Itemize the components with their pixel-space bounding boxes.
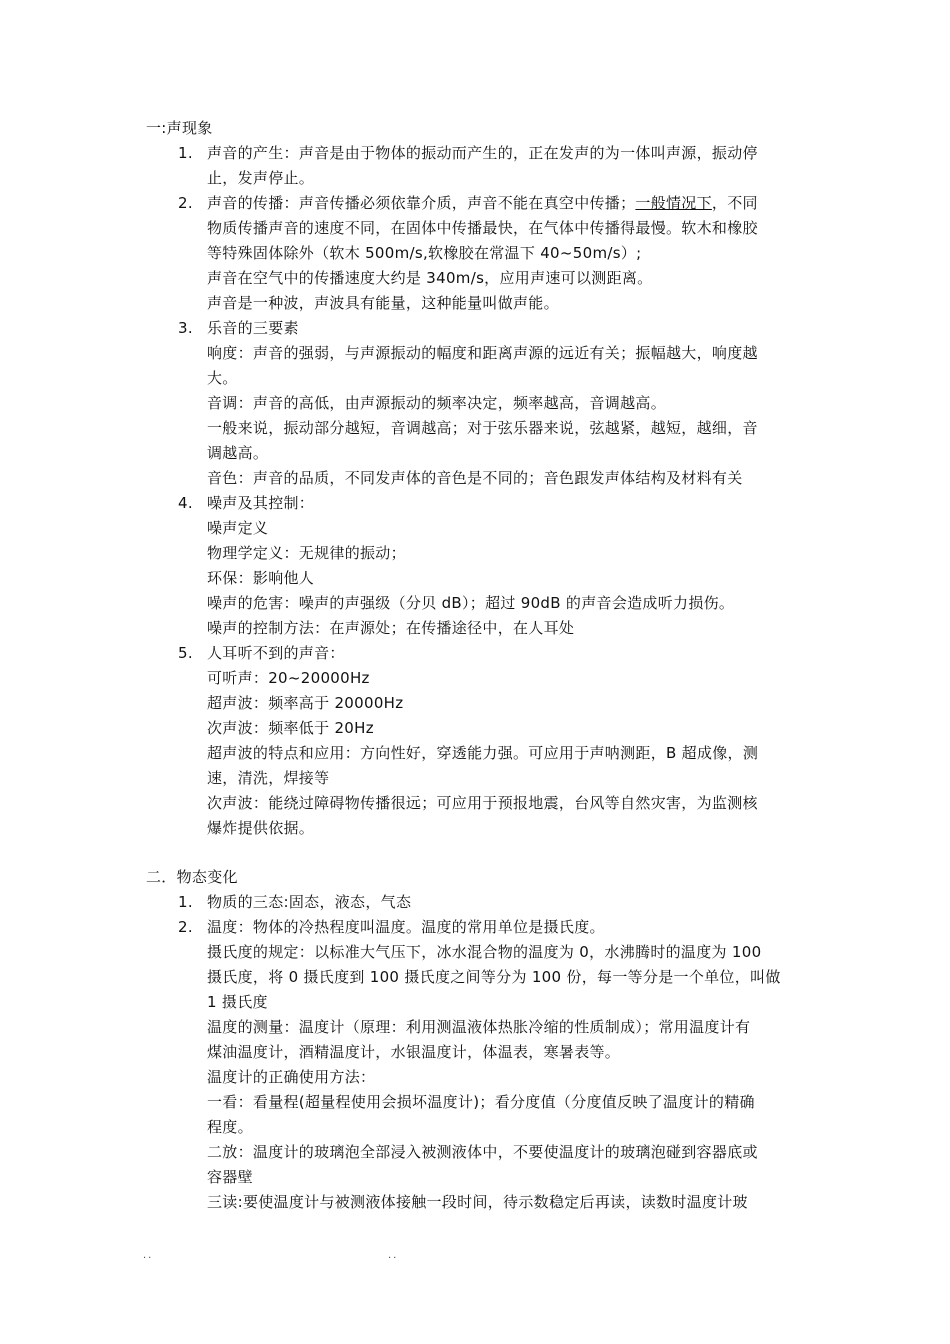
paragraph-line: 物理学定义：无规律的振动；: [207, 544, 406, 562]
section-title-sound: 一:声现象: [146, 119, 213, 137]
paragraph-line: [207, 191, 758, 216]
paragraph-line: 程度。: [207, 1118, 253, 1136]
paragraph-line: 大。: [207, 369, 238, 387]
paragraph-line: 噪声的危害：噪声的声强级（分贝 dB）；超过 90dB 的声音会造成听力损伤。: [207, 594, 735, 612]
paragraph-line: 速，清洗，焊接等: [207, 769, 330, 787]
paragraph-line: 煤油温度计，酒精温度计，水银温度计，体温表，寒暑表等。: [207, 1043, 621, 1061]
paragraph-line: 爆炸提供依据。: [207, 819, 315, 837]
subheading: 人耳听不到的声音：: [207, 644, 345, 662]
paragraph-line: 止，发声停止。: [207, 169, 315, 187]
paragraph-line: 声音在空气中的传播速度大约是 340m/s，应用声速可以测距离。: [207, 269, 653, 287]
footer-mark-center: ..: [388, 1250, 399, 1261]
paragraph-line: 超声波的特点和应用：方向性好，穿透能力强。可应用于声呐测距，B 超成像，测: [207, 744, 759, 762]
paragraph-line: 噪声的控制方法：在声源处；在传播途径中，在人耳处: [207, 619, 575, 637]
paragraph-line: 三读:要使温度计与被测液体接触一段时间，待示数稳定后再读，读数时温度计玻: [207, 1193, 748, 1211]
underlined-text: 一般情况下: [635, 194, 712, 212]
item-number: 2.: [178, 194, 193, 212]
paragraph-line: 调越高。: [207, 444, 269, 462]
paragraph-line: 一看：看量程(超量程使用会损坏温度计)；看分度值（分度值反映了温度计的精确: [207, 1093, 755, 1111]
paragraph-line: 温度：物体的冷热程度叫温度。温度的常用单位是摄氏度。: [207, 918, 605, 936]
paragraph-line: 声音的产生：声音是由于物体的振动而产生的，正在发声的为一体叫声源，振动停: [207, 144, 758, 162]
paragraph-line: 物质传播声音的速度不同，在固体中传播最快，在气体中传播得最慢。软木和橡胶: [207, 219, 758, 237]
paragraph-line: 音调：声音的高低，由声源振动的频率决定，频率越高，音调越高。: [207, 394, 667, 412]
paragraph-line: 次声波：能绕过障碍物传播很远；可应用于预报地震，台风等自然灾害，为监测核: [207, 794, 758, 812]
paragraph-line: 容器壁: [207, 1168, 253, 1186]
paragraph-line: 可听声：20~20000Hz: [207, 669, 370, 687]
item-number: 5.: [178, 644, 193, 662]
paragraph-line: 一般来说，振动部分越短，音调越高；对于弦乐器来说，弦越紧，越短，越细，音: [207, 419, 758, 437]
text-run: 声音的传播：声音传播必须依靠介质，声音不能在真空中传播；: [207, 194, 636, 212]
footer-mark-left: ..: [143, 1250, 154, 1261]
section-title-state-change: 二．物态变化: [146, 868, 238, 886]
paragraph-line: 次声波：频率低于 20Hz: [207, 719, 374, 737]
paragraph-line: 声音是一种波，声波具有能量，这种能量叫做声能。: [207, 294, 559, 312]
text-run: ，不同: [711, 194, 758, 212]
paragraph-line: 物质的三态:固态，液态，气态: [207, 893, 412, 911]
paragraph-line: 噪声定义: [207, 519, 269, 537]
paragraph-line: 1 摄氏度: [207, 993, 268, 1011]
item-number: 1.: [178, 893, 193, 911]
paragraph-line: 响度：声音的强弱，与声源振动的幅度和距离声源的远近有关；振幅越大，响度越: [207, 344, 758, 362]
subheading: 乐音的三要素: [207, 319, 299, 337]
paragraph-line: 超声波：频率高于 20000Hz: [207, 694, 404, 712]
paragraph-line: 温度计的正确使用方法：: [207, 1068, 376, 1086]
paragraph-line: 摄氏度，将 0 摄氏度到 100 摄氏度之间等分为 100 份，每一等分是一个单位，叫做: [207, 968, 781, 986]
paragraph-line: 音色：声音的品质，不同发声体的音色是不同的；音色跟发声体结构及材料有关: [207, 469, 743, 487]
subheading: 噪声及其控制：: [207, 494, 315, 512]
paragraph-line: 温度的测量：温度计（原理：利用测温液体热胀冷缩的性质制成）；常用温度计有: [207, 1018, 751, 1036]
item-number: 1.: [178, 144, 193, 162]
item-number: 4.: [178, 494, 193, 512]
paragraph-line: 摄氏度的规定：以标准大气压下，冰水混合物的温度为 0，水沸腾时的温度为 100: [207, 943, 762, 961]
item-number: 2.: [178, 918, 193, 936]
paragraph-line: 二放：温度计的玻璃泡全部浸入被测液体中，不要使温度计的玻璃泡碰到容器底或: [207, 1143, 758, 1161]
paragraph-line: 环保：影响他人: [207, 569, 315, 587]
item-number: 3.: [178, 319, 193, 337]
paragraph-line: 等特殊固体除外（软木 500m/s,软橡胶在常温下 40~50m/s）;: [207, 244, 642, 262]
